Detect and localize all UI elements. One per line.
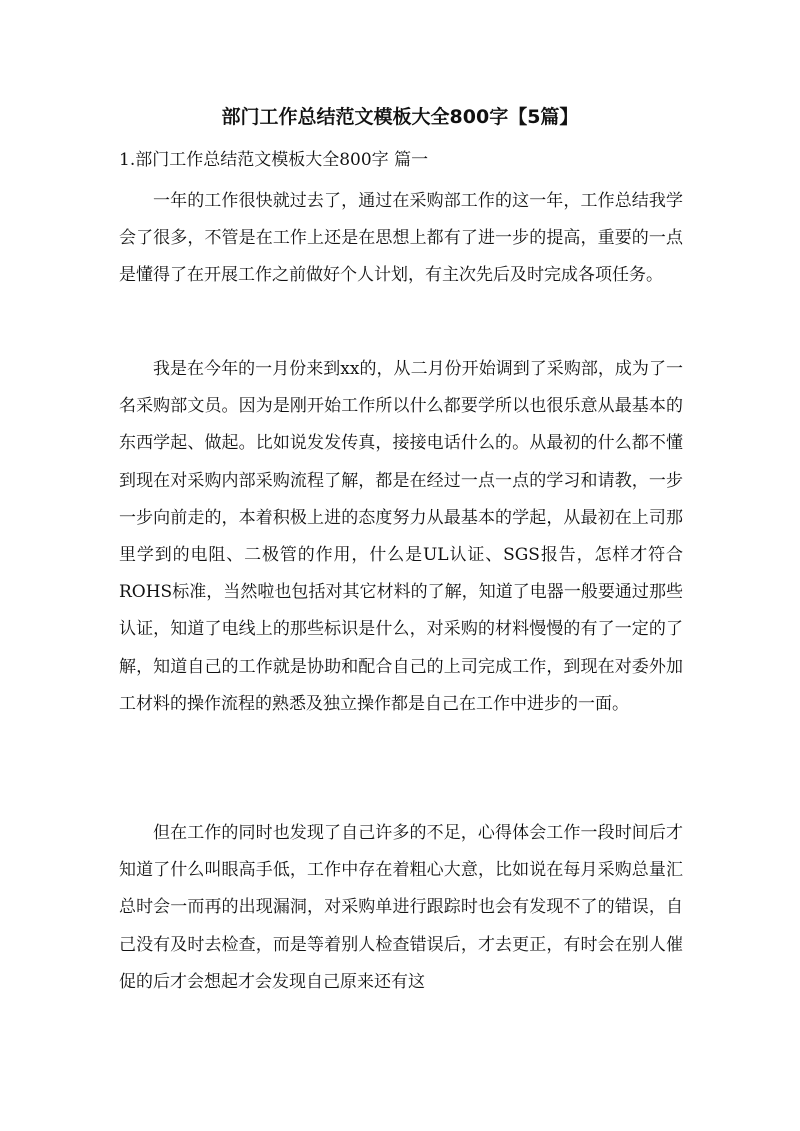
paragraph-1: 一年的工作很快就过去了，通过在采购部工作的这一年，工作总结我学会了很多，不管是在工作上还是在思想上都有了进一步的提高，重要的一点是懂得了在开展工作之前做好个人计划，有主次先后及时完成各项任务。 [119,191,683,286]
section-heading: 1.部门工作总结范文模板大全800字 篇一 [119,150,429,170]
paragraph-2: 我是在今年的一月份来到xx的，从二月份开始调到了采购部，成为了一名采购部文员。因为是刚开始工作所以什么都要学所以也很乐意从最基本的东西学起、做起。比如说发发传真，接接电话什么的。从最初的什么都不懂到现在对采购内部采购流程了解，都是在经过一点一点的学习和请教，一步一步向前走的，本着积极上进的态度努力从最基本的学起，从最初在上司那里学到的电阻、二极管的作用，什么是UL认证、SGS报告，怎样才符合ROHS标准，当然啦也包括对其它材料的了解，知道了电器一般要通过那些认证，知道了电线上的那些标识是什么，对采购的材料慢慢的有了一定的了解，知道自己的工作就是协助和配合自己的上司完成工作，到现在对委外加工材料的操作流程的熟悉及独立操作都是自己在工作中进步的一面。 [119,359,683,714]
document-title: 部门工作总结范文模板大全800字【5篇】 [221,106,579,128]
paragraph-3: 但在工作的同时也发现了自己许多的不足，心得体会工作一段时间后才知道了什么叫眼高手低，工作中存在着粗心大意，比如说在每月采购总量汇总时会一而再的出现漏洞，对采购单进行跟踪时也会有发现不了的错误，自己没有及时去检查，而是等着别人检查错误后，才去更正，有时会在别人催促的后才会想起才会发现自己原来还有这 [119,823,683,992]
